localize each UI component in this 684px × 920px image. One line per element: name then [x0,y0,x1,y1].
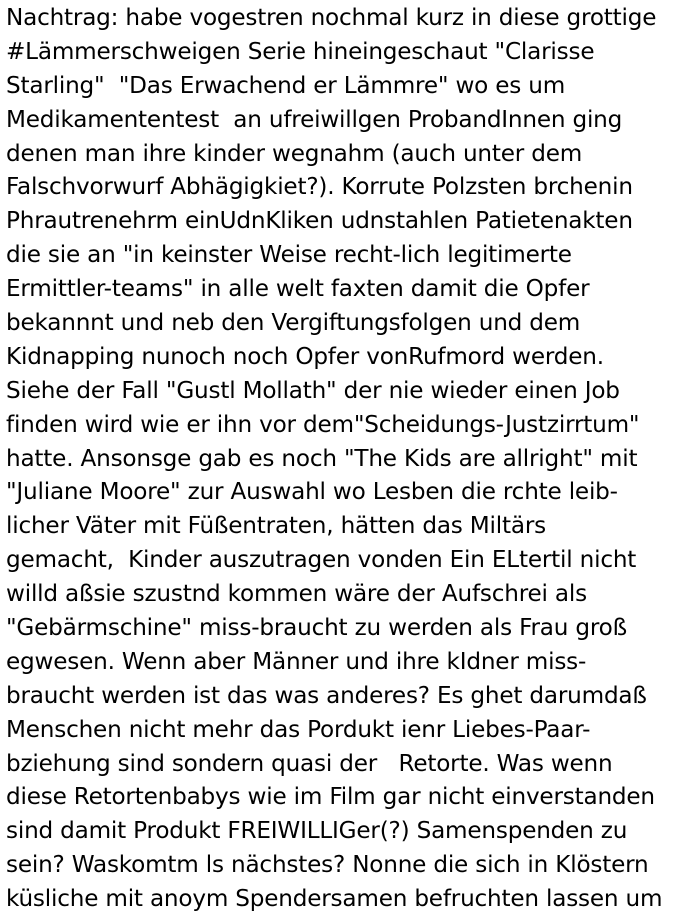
text-line: sind damit Produkt FREIWILLIGer(?) Samenspenden zu [6,818,628,845]
text-line: Nachtrag: habe vogestren nochmal kurz in diese grottige [6,5,657,31]
text-line: Falschvorwurf Abhägigkiet?). Korrute Polzsten brchenin [6,174,633,201]
text-line: Menschen nicht mehr das Pordukt ienr Liebes-Paar- [6,716,591,743]
text-line: licher Väter mit Füßentraten, hätten das Miltärs [6,513,547,540]
text-line: #Lämmerschweigen Serie hineingeschaut "Clarisse [6,38,595,65]
text-line: denen man ihre kinder wegnahm (auch unter dem [6,140,583,167]
text-line: braucht werden ist das was anderes? Es ghet darumdaß [6,682,647,709]
text-line: Kidnapping nunoch noch Opfer vonRufmord werden. [6,343,604,370]
text-line: küsliche mit anoym Spendersamen befruchten lassen um [6,886,663,913]
text-line: Starling" "Das Erwachend er Lämmre" wo es um [6,72,566,99]
text-line: sein? Waskomtm ls nächstes? Nonne die sich in Klöstern [6,852,649,879]
text-line: finden wird wie er ihn vor dem"Scheidungs-Justzirrtum" [6,411,640,438]
document-text [6,2,682,917]
text-line: bekannnt und neb den Vergiftungsfolgen und dem [6,310,581,337]
text-line: diese Retortenbabys wie im Film gar nicht einverstanden [6,784,655,811]
text-line: Siehe der Fall "Gustl Mollath" der nie wieder einen Job [6,377,620,404]
text-line: Ermittler-teams" in alle welt faxten damit die Opfer [6,276,590,303]
text-line: "Juliane Moore" zur Auswahl wo Lesben die rchte leib- [6,479,618,506]
text-line: "Gebärmschine" miss-braucht zu werden als Frau groß [6,615,627,642]
text-line: die sie an "in keinster Weise recht-lich legitimerte [6,242,572,269]
text-line: Phrautrenehrm einUdnKliken udnstahlen Patietenakten [6,208,633,235]
text-line: gemacht, Kinder auszutragen vonden Ein ELtertil nicht [6,547,637,574]
text-line: hatte. Ansonsge gab es noch "The Kids are allright" mit [6,445,638,472]
text-line: Medikamententest an ufreiwillgen ProbandInnen ging [6,106,623,133]
text-line: willd aßsie szustnd kommen wäre der Aufschrei als [6,581,587,608]
text-line: egwesen. Wenn aber Männer und ihre kIdner miss- [6,648,587,675]
text-line: bziehung sind sondern quasi der Retorte. Was wenn [6,750,613,777]
